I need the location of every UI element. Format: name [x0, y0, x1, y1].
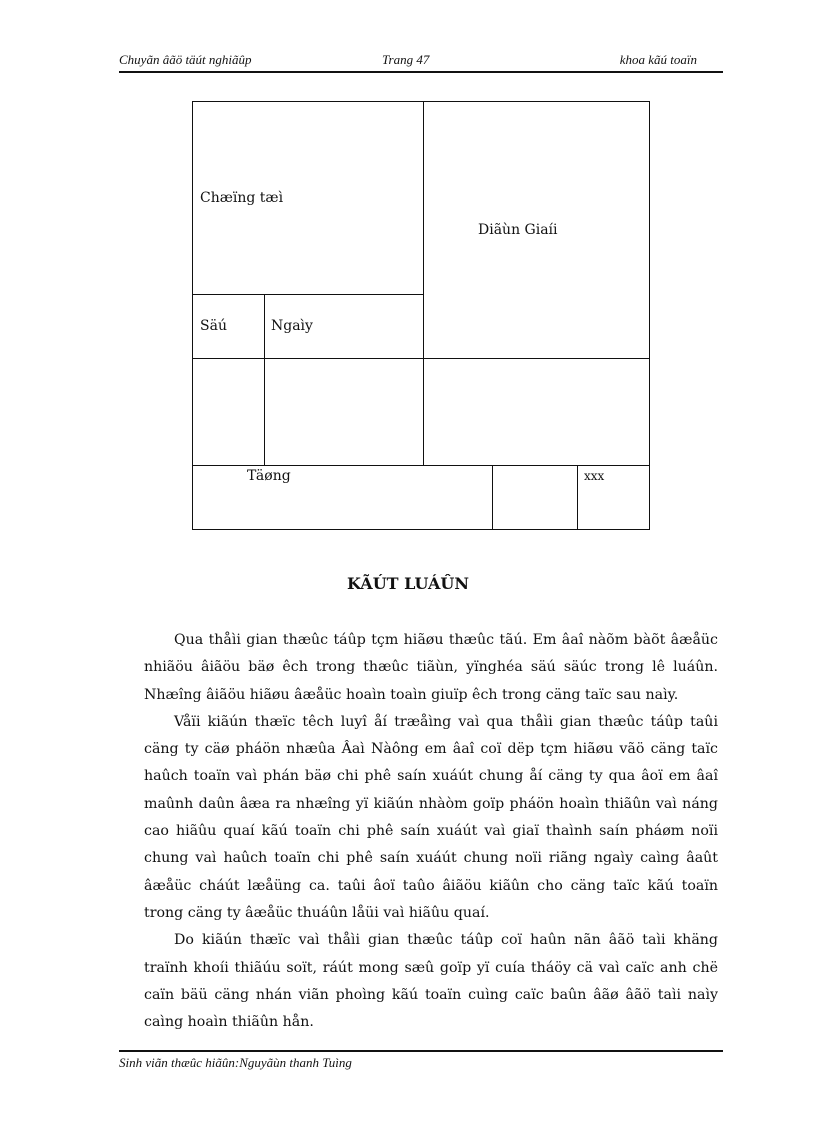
table-line-v-main	[423, 101, 424, 465]
conclusion-body	[144, 627, 718, 1036]
table-line-v-so	[264, 294, 265, 465]
cell-so: Säú	[200, 318, 227, 334]
table-border-top	[192, 101, 650, 102]
paragraph-2: Våïi kiãún thæïc têch luyî åí træåìng vaì qua thåìi gian thæûc táûp taûi cäng ty cäø pháön nhæûa Âaì Nàông em âaî coï dëp tçm hiãøu vãö cäng taïc haûch toaïn vaì phán bäø chi phê saín xuáút chung åí cäng ty qua âoï em âaî maûnh daûn âæa ra nhæîng yï kiãún nhàòm goïp pháön hoaìn thiãûn vaì náng cao hiãûu quaí kãú toaïn chi phê saín xuáút vaì giaï thaình saín pháøm noïi chung vaì haûch toaïn chi phê saín xuáút chung noïi riãng ngaìy caìng âaût âæåüc cháút læåüng ca. taûi âoï taûo âiãöu kiãûn cho cäng taïc kãú toaïn trong cäng ty âæåüc thuáûn låüi vaì hiãûu quaí.	[144, 713, 718, 921]
table-line-h-header	[192, 358, 650, 359]
cell-dien-giai: Diãùn Giaíi	[478, 222, 558, 238]
table-line-h-total	[192, 465, 650, 466]
cell-chung-tu: Chæïng tæì	[200, 190, 284, 206]
cell-tong: Täøng	[247, 468, 291, 484]
table-line-v-total-2	[577, 465, 578, 529]
cell-xxx: xxx	[584, 469, 605, 483]
page-footer: Sinh viãn thæûc hiãûn:Nguyãùn thanh Tuìng	[119, 1055, 352, 1070]
cell-ngay: Ngaìy	[271, 318, 313, 334]
conclusion-title: KÃÚT LUÁÛN	[347, 574, 469, 593]
header-right-text: khoa kãú toaïn	[619, 52, 697, 67]
paragraph-3: Do kiãún thæïc vaì thåìi gian thæûc táûp coï haûn nãn âãö taìi khäng traïnh khoíi thiãúu soït, ráút mong sæû goïp yï cuía tháöy cä vaì caïc anh chë caïn bäü cäng nhán viãn phoìng kãú toaïn cuìng caïc baûn âãø âãö taìi naìy caìng hoaìn thiãûn hån.	[144, 932, 718, 1031]
header-left-text: Chuyãn âãö täút nghiãûp	[119, 52, 252, 67]
header-rule	[119, 71, 723, 73]
page-header	[119, 52, 723, 70]
table-line-h-chungtu	[192, 294, 423, 295]
table-line-v-total-1	[492, 465, 493, 529]
ledger-form-table	[192, 101, 650, 530]
table-border-bottom	[192, 529, 650, 530]
paragraph-1: Qua thåìi gian thæûc táûp tçm hiãøu thæûc tãú. Em âaî nàõm bàõt âæåüc nhiãöu âiãöu bäø êch trong thæûc tiãùn, yïnghéa säú säúc trong lê luáûn. Nhæîng âiãöu hiãøu âæåüc hoaìn toaìn giuïp êch trong cäng taïc sau naìy.	[144, 632, 718, 703]
footer-rule	[119, 1050, 723, 1052]
header-page-number: Trang 47	[382, 52, 430, 67]
